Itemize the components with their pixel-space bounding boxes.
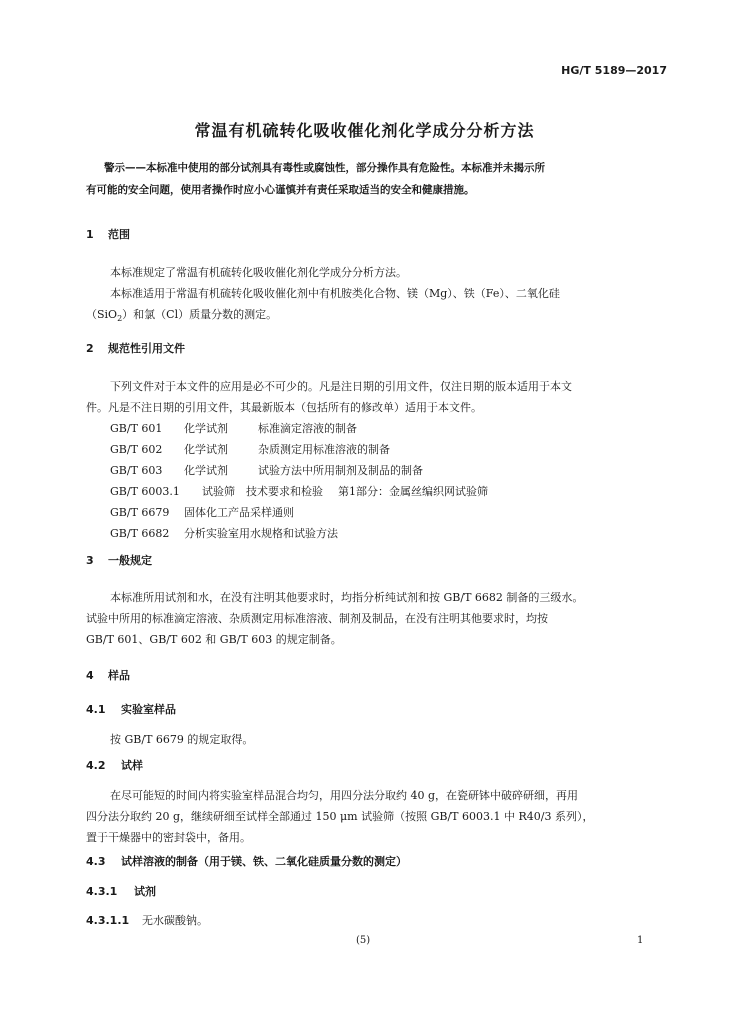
section-4-2-heading	[86, 757, 143, 773]
section-4-3-heading	[86, 853, 407, 869]
section-title: 样品	[108, 669, 130, 682]
section-3-line-1: 本标准所用试剂和水，在没有注明其他要求时，均指分析纯试剂和按 GB/T 6682 制备的三级水。	[110, 591, 584, 604]
section-title: 范围	[108, 228, 130, 241]
reference-item: GB/T 6682 分析实验室用水规格和试验方法	[110, 527, 338, 540]
section-4-3-1-1: 4.3.1.1 无水碳酸钠。	[86, 910, 208, 931]
reference-item: GB/T 602 化学试剂 杂质测定用标准溶液的制备	[110, 443, 390, 456]
page-number: 1	[637, 935, 644, 946]
section-1-heading	[86, 226, 130, 242]
reference-item: GB/T 6003.1 试验筛 技术要求和检验 第1部分：金属丝编织网试验筛	[110, 485, 488, 498]
section-1-para-2-line-1: 本标准适用于常温有机硫转化吸收催化剂中有机胺类化合物、镁（Mg）、铁（Fe）、二氧化硅	[110, 287, 560, 300]
section-1-para-2-line-2: （SiO$_2$）和氯（Cl）质量分数的测定。	[86, 308, 278, 324]
section-4-heading	[86, 667, 130, 683]
section-3-heading	[86, 552, 152, 568]
section-2-line-2: 件。凡是不注日期的引用文件，其最新版本（包括所有的修改单）适用于本文件。	[86, 401, 482, 414]
section-title: 实验室样品	[121, 703, 176, 716]
warning-line-2: 有可能的安全问题，使用者操作时应小心谨慎并有责任采取适当的安全和健康措施。	[86, 184, 475, 196]
section-number: 2	[86, 342, 94, 355]
section-title: 一般规定	[108, 554, 152, 567]
reference-item: GB/T 6679 固体化工产品采样通则	[110, 506, 294, 519]
section-4-2-line-1: 在尽可能短的时间内将实验室样品混合均匀，用四分法分取约 40 g，在瓷研钵中破碎研细，再用	[110, 789, 579, 802]
section-3-line-2: 试验中所用的标准滴定溶液、杂质测定用标准溶液、制剂及制品，在没有注明其他要求时，均按	[86, 612, 548, 625]
section-number: 4.2	[86, 759, 106, 772]
warning-line-1: 警示——本标准中使用的部分试剂具有毒性或腐蚀性，部分操作具有危险性。本标准并未揭示所	[104, 162, 545, 174]
reference-item: GB/T 603 化学试剂 试验方法中所用制剂及制品的制备	[110, 464, 423, 477]
section-3-line-3: GB/T 601、GB/T 602 和 GB/T 603 的规定制备。	[86, 633, 342, 646]
reference-item: GB/T 601 化学试剂 标准滴定溶液的制备	[110, 422, 357, 435]
section-number: 4.1	[86, 703, 106, 716]
section-number: 4.3.1.1	[86, 914, 130, 927]
section-4-3-1-heading	[86, 883, 156, 899]
section-title: 试样溶液的制备（用于镁、铁、二氧化硅质量分数的测定）	[121, 855, 407, 868]
section-title: 试样	[121, 759, 143, 772]
section-number: 4.3.1	[86, 885, 118, 898]
section-4-1-text: 按 GB/T 6679 的规定取得。	[110, 733, 254, 746]
section-number: 4.3	[86, 855, 106, 868]
section-2-line-1: 下列文件对于本文件的应用是必不可少的。凡是注日期的引用文件，仅注日期的版本适用于本文	[110, 380, 572, 393]
section-4-2-line-2: 四分法分取约 20 g，继续研细至试样全部通过 150 μm 试验筛（按照 GB/T 6003.1 中 R40/3 系列），	[86, 810, 594, 823]
section-4-1-heading	[86, 701, 176, 717]
section-number: 3	[86, 554, 94, 567]
section-1-para-1: 本标准规定了常温有机硫转化吸收催化剂化学成分分析方法。	[110, 266, 407, 279]
document-title: 常温有机硫转化吸收催化剂化学成分分析方法	[194, 121, 535, 140]
standard-number: HG/T 5189—2017	[561, 64, 667, 77]
section-title: 试剂	[134, 885, 156, 898]
section-number: 1	[86, 228, 94, 241]
section-number: 4	[86, 669, 94, 682]
page-marker: (5)	[356, 935, 371, 946]
section-title: 规范性引用文件	[108, 342, 185, 355]
section-4-2-line-3: 置于干燥器中的密封袋中，备用。	[86, 831, 251, 844]
section-2-heading	[86, 340, 185, 356]
